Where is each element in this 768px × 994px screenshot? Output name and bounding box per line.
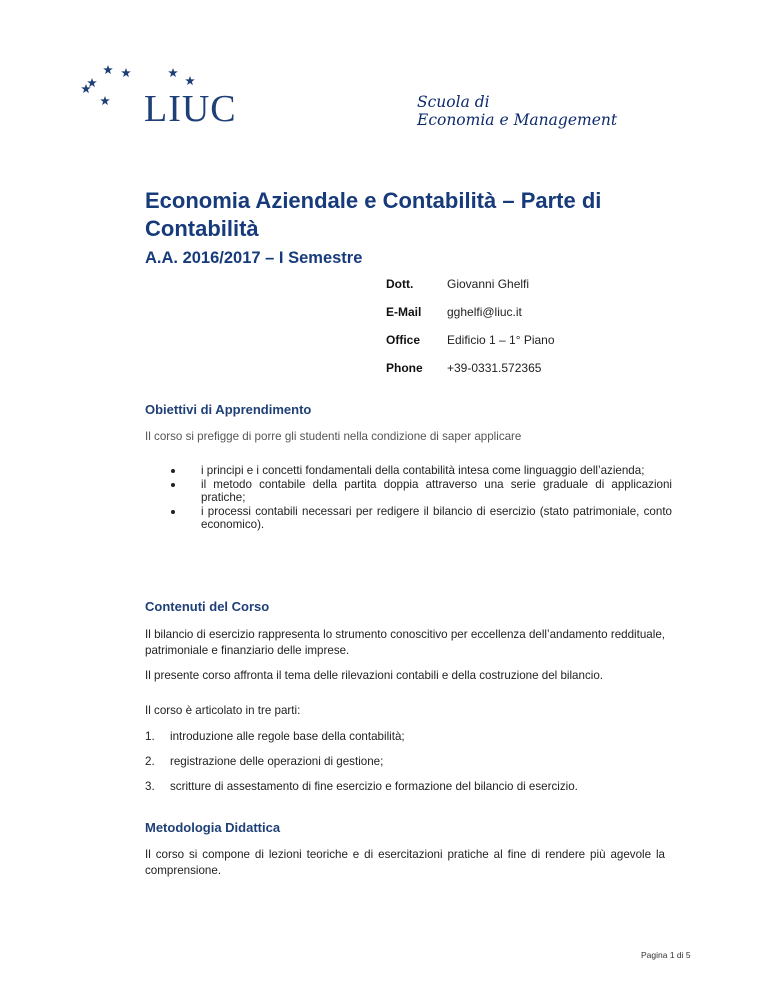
info-row: [386, 298, 555, 326]
contenuti-paragraph-2: Il presente corso affronta il tema delle rilevazioni contabili e della costruzione del bilancio.: [145, 669, 603, 682]
list-item: i principi e i concetti fondamentali della contabilità intesa come linguaggio dell’azienda;: [145, 464, 672, 478]
school-line-1: Scuola di: [417, 93, 490, 111]
star-icon: [121, 68, 131, 77]
document-subtitle: A.A. 2016/2017 – I Semestre: [145, 249, 363, 267]
bullet-icon: [171, 483, 175, 487]
info-row: [386, 326, 555, 354]
star-icon: [168, 68, 178, 77]
section-heading-metodologia: Metodologia Didattica: [145, 820, 281, 835]
contenuti-numbered-list: [145, 729, 578, 804]
info-value: Giovanni Ghelfi: [447, 277, 530, 291]
contenuti-paragraph-3: Il corso è articolato in tre parti:: [145, 704, 301, 717]
info-label: Dott.: [386, 277, 414, 291]
metodologia-paragraph: Il corso si compone di lezioni teoriche e di esercitazioni pratiche al fine di rendere più agevole la comprensione.: [145, 848, 665, 877]
page-number: Pagina 1 di 5: [641, 950, 691, 960]
section-heading-contenuti: Contenuti del Corso: [145, 599, 270, 614]
obiettivi-list: [145, 464, 672, 532]
list-item: 3. scritture di assestamento di fine esercizio e formazione del bilancio di esercizio.: [145, 780, 578, 793]
info-value: +39-0331.572365: [447, 361, 542, 375]
info-label: Phone: [386, 361, 423, 375]
bullet-icon: [171, 510, 175, 514]
school-line-2: Economia e Management: [417, 111, 618, 129]
info-value: gghelfi@liuc.it: [447, 305, 522, 319]
info-label: Office: [386, 333, 421, 347]
bullet-icon: [171, 469, 175, 473]
info-row: [386, 354, 555, 382]
list-item: 2. registrazione delle operazioni di gestione;: [145, 755, 384, 768]
obiettivi-intro: Il corso si prefigge di porre gli studenti nella condizione di saper applicare: [145, 430, 522, 443]
star-icon: [87, 78, 97, 87]
school-name: [417, 93, 617, 129]
star-icon: [100, 96, 110, 105]
section-heading-obiettivi: Obiettivi di Apprendimento: [145, 402, 312, 417]
contenuti-paragraph-1: Il bilancio di esercizio rappresenta lo strumento conoscitivo per eccellenza dell’andamento reddituale, patrimoniale e finanziario delle imprese.: [145, 628, 665, 657]
logo-wordmark: LIUC: [144, 88, 237, 130]
info-value: Edificio 1 – 1° Piano: [447, 333, 555, 347]
liuc-logo: [80, 60, 240, 130]
info-row: [386, 270, 555, 298]
star-icon: [103, 65, 113, 74]
instructor-info-table: [386, 270, 555, 382]
star-icon: [81, 84, 91, 93]
info-label: E-Mail: [386, 305, 422, 319]
document-title: Economia Aziendale e Contabilità – Parte di Contabilità: [145, 188, 602, 241]
list-item: 1. introduzione alle regole base della contabilità;: [145, 730, 405, 743]
list-item: i processi contabili necessari per redigere il bilancio di esercizio (stato patrimoniale, conto economico).: [145, 505, 672, 532]
star-icon: [185, 76, 195, 85]
list-item: il metodo contabile della partita doppia attraverso una serie graduale di applicazioni pratiche;: [145, 478, 672, 505]
